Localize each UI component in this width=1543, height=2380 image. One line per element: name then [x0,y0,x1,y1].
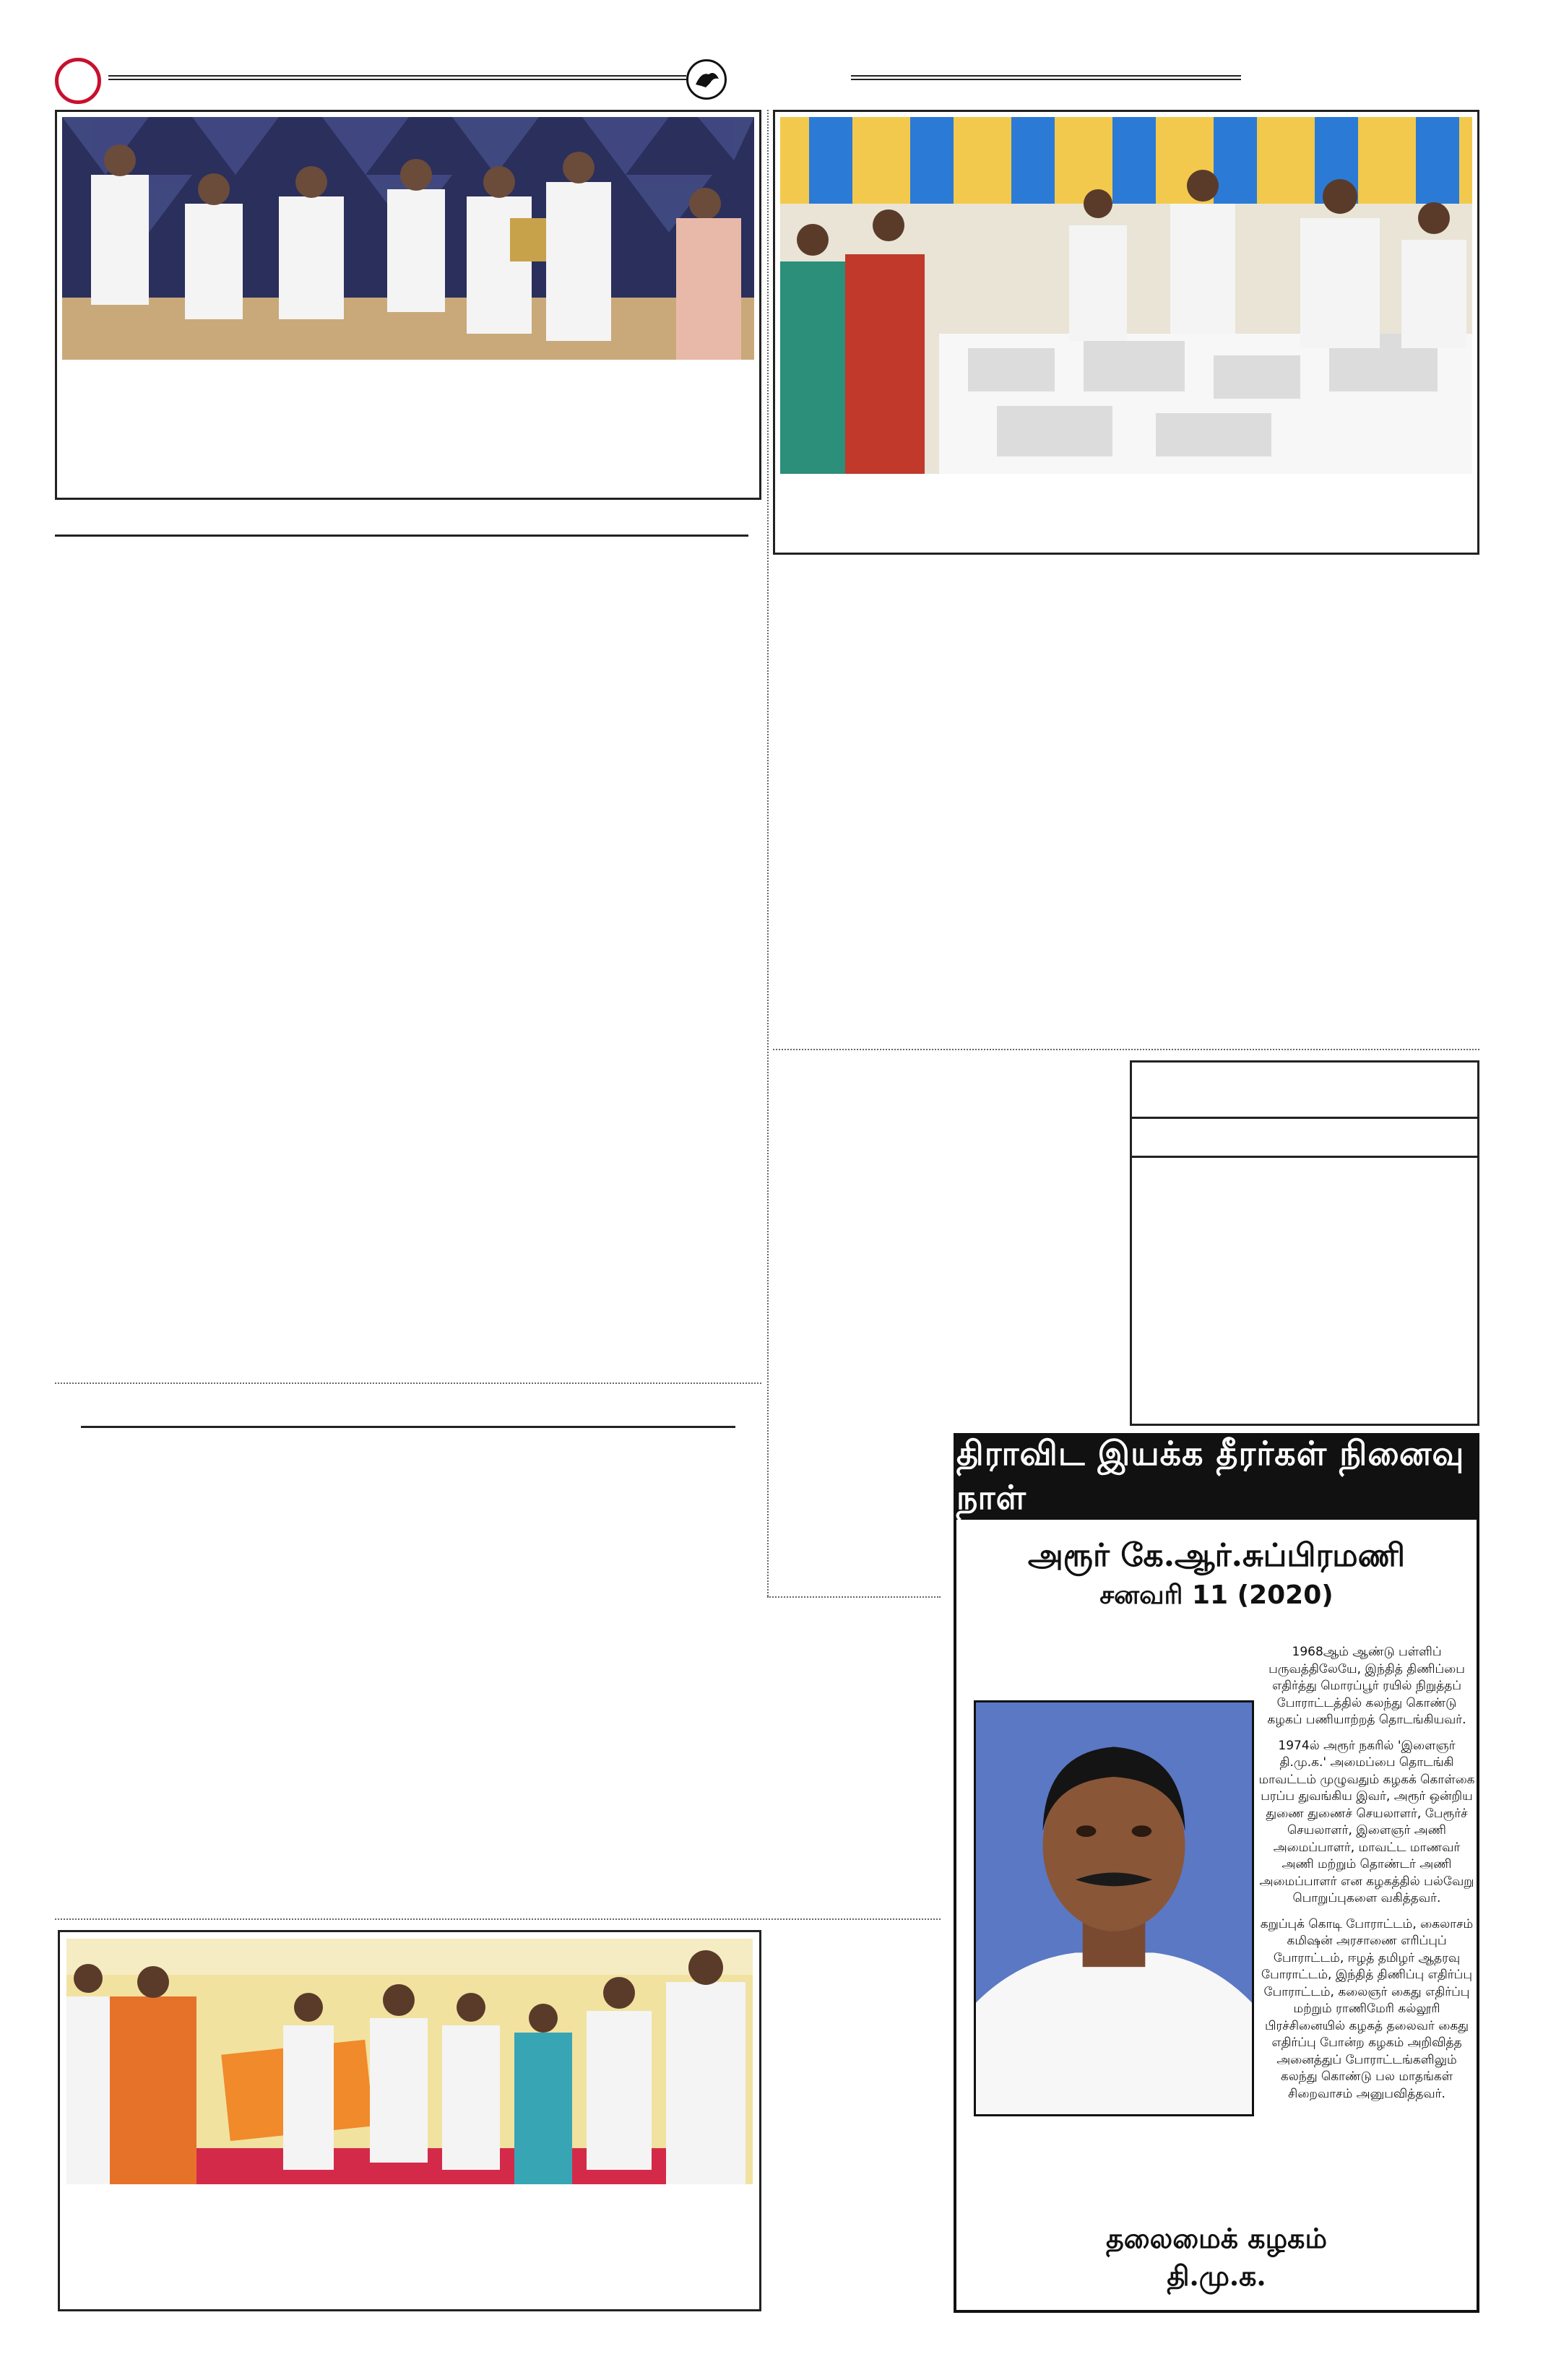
memorial-portrait-photo [974,1700,1254,2116]
rising-sun-emblem-icon [686,59,727,100]
info-panel-box [1130,1060,1479,1426]
memorial-bio-paragraph: கறுப்புக் கொடி போராட்டம், கைலாசம் கமிஷன் அரசாணை எரிப்புப் போராட்டம், ஈழத் தமிழர் ஆதரவு போராட்டம், இந்தித் திணிப்பு எதிர்ப்பு போராட்டம், கலைஞர் கைது எதிர்ப்பு மற்றும் ராணிமேரி கல்லூரி பிரச்சினையில் கழகத் தலைவர் கைது எதிர்ப்பு போன்ற கழகம் அறிவித்த அனைத்துப் போராட்டங்களிலும் கலந்து கொண்டு பல மாதங்கள் சிறைவாசம் அனுபவித்தவர். [1260,1916,1474,2101]
center-vertical-divider [767,110,769,1596]
photo-distribution-event [780,117,1472,474]
masthead-rule-right [851,75,1241,80]
memorial-bio-paragraph: 1974ல் அரூர் நகரில் 'இளைஞர் தி.மு.க.' அமைப்பை தொடங்கி மாவட்டம் முழுவதும் கழகக் கொள்கை பரப்ப துவங்கிய இவர், அரூர் ஒன்றிய துணை துணைச் செயலாளர், பேரூர்ச் செயலாளர், இளைஞர் அணி அமைப்பாளர், மாவட்ட மாணவர் அணி மற்றும் தொண்டர் அணி அமைப்பாளர் என கழகத்தில் பல்வேறு பொறுப்புகளை வகித்தவர். [1258,1738,1475,1905]
left-column-rule-middle [81,1426,735,1428]
memorial-footer-party: தி.மு.க. [1167,2259,1266,2292]
left-column-divider [55,1382,761,1384]
memorial-date: சனவரி 11 (2020) [1099,1580,1334,1610]
left-column-rule-top [55,535,748,537]
right-column-divider [773,1049,1479,1050]
photo-award-ceremony [62,117,754,360]
info-panel-rule-2 [1131,1156,1478,1158]
memorial-advertisement [954,1433,1479,2313]
masthead-rule-left [108,75,686,80]
memorial-footer-office: தலைமைக் கழகம் [1105,2222,1328,2254]
photo-stage-group [66,1939,753,2184]
lower-section-divider [55,1918,941,1920]
memorial-person-name: அரூர் கே.ஆர்.சுப்பிரமணி [1027,1537,1406,1574]
memorial-heading: திராவிட இயக்க தீரர்கள் நினைவு நாள் [956,1436,1477,1520]
page-number-circle [55,58,101,104]
center-bottom-divider [767,1596,941,1598]
info-panel-rule-1 [1131,1117,1478,1119]
memorial-bio-paragraph: 1968ஆம் ஆண்டு பள்ளிப் பருவத்திலேயே, இந்தித் திணிப்பை எதிர்த்து மொரப்பூர் ரயில் நிறுத்தப் போராட்டத்தில் கலந்து கொண்டு கழகப் பணியாற்றத் தொடங்கியவர். [1267,1645,1466,1727]
memorial-biography [1258,1644,1475,2111]
